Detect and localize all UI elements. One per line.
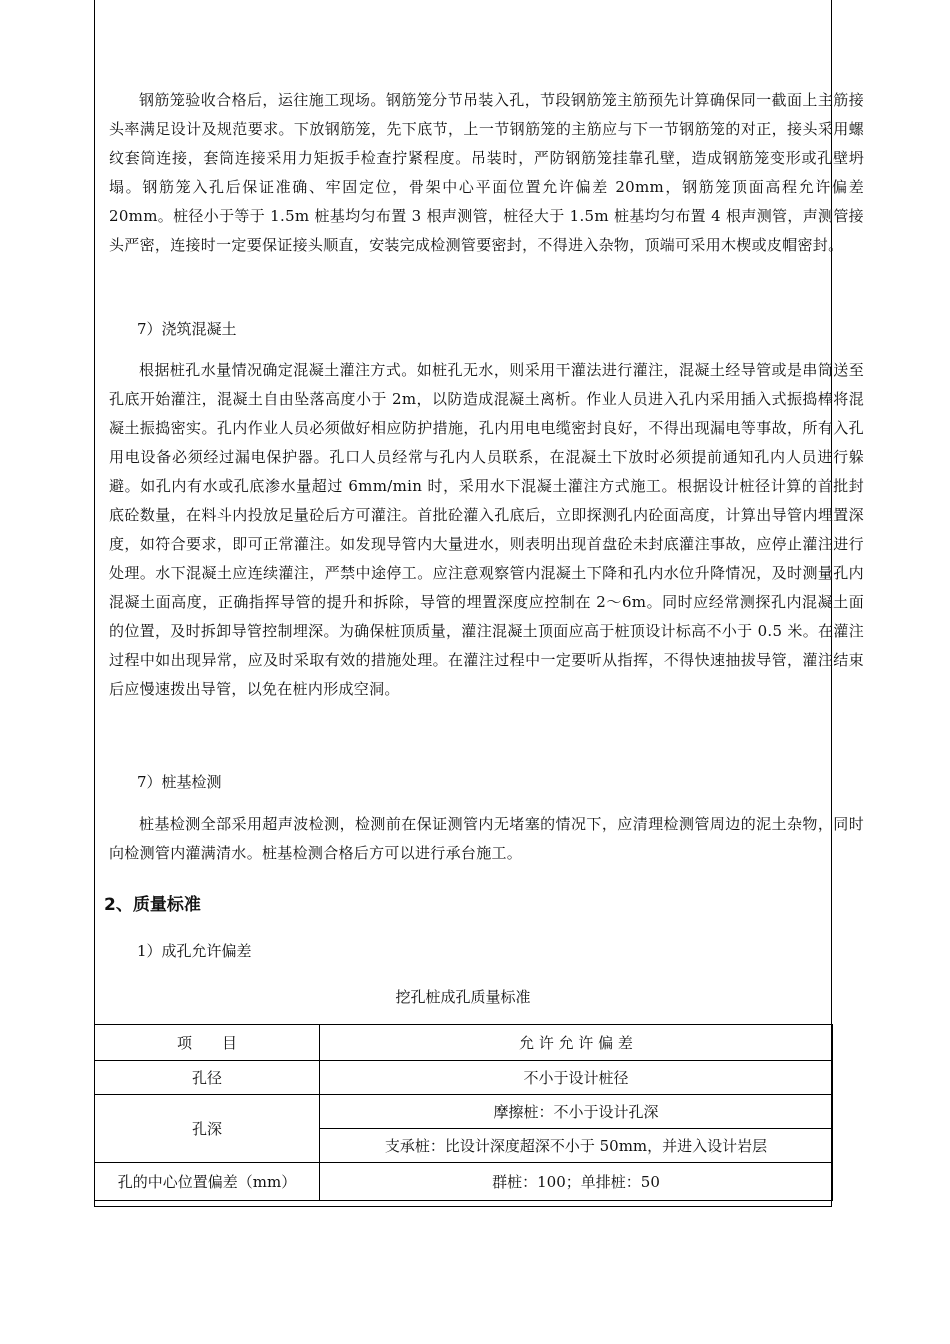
header-item: 项 目 [95,1025,320,1061]
heading-pour-concrete: 7）浇筑混凝土 [137,320,237,338]
table-row [95,1061,833,1095]
row-item: 孔径 [95,1061,320,1095]
row-item: 孔的中心位置偏差（mm） [95,1163,320,1201]
row-value: 支承桩：比设计深度超深不小于 50mm，并进入设计岩层 [320,1129,833,1163]
header-tolerance: 允 许 允 许 偏 差 [320,1025,833,1061]
row-item: 孔深 [95,1095,320,1163]
table-caption: 挖孔桩成孔质量标准 [395,988,531,1006]
paragraph-pile-testing: 桩基检测全部采用超声波检测，检测前在保证测管内无堵塞的情况下，应清理检测管周边的泥土杂物，同时向检测管内灌满清水。桩基检测合格后方可以进行承台施工。 [109,815,864,862]
quality-standard-table [94,1024,833,1201]
subsection-title: 1）成孔允许偏差 [137,942,252,960]
row-value: 摩擦桩：不小于设计孔深 [320,1095,833,1129]
paragraph-rebar-cage: 钢筋笼验收合格后，运往施工现场。钢筋笼分节吊装入孔，节段钢筋笼主筋预先计算确保同一截面上主筋接头率满足设计及规范要求。下放钢筋笼，先下底节，上一节钢筋笼的主筋应与下一节钢筋笼的对正，接头采用螺纹套筒连接，套筒连接采用力矩扳手检查拧紧程度。吊装时，严防钢筋笼挂靠孔壁，造成钢筋笼变形或孔壁坍塌。钢筋笼入孔后保证准确、牢固定位，骨架中心平面位置允许偏差 20mm，钢筋笼顶面高程允许偏差 20mm。桩径小于等于 1.5m 桩基均匀布置 3 根声测管，桩径大于 1.5m 桩基均匀布置 4 根声测管，声测管接头严密，连接时一定要保证接头顺直，安装完成检测管要密封，不得进入杂物，顶端可采用木楔或皮帽密封。 [109,91,864,254]
section-title: 2、质量标准 [104,895,201,915]
paragraph-pour-concrete: 根据桩孔水量情况确定混凝土灌注方式。如桩孔无水，则采用干灌法进行灌注，混凝土经导管或是串筒送至孔底开始灌注，混凝土自由坠落高度小于 2m，以防造成混凝土离析。作业人员进入孔内采用插入式振捣棒将混凝土振捣密实。孔内作业人员必须做好相应防护措施，孔内用电电缆密封良好，不得出现漏电等事故，所有入孔用电设备必须经过漏电保护器。孔口人员经常与孔内人员联系，在混凝土下放时必须提前通知孔内人员进行躲避。如孔内有水或孔底渗水量超过 6mm/min 时，采用水下混凝土灌注方式施工。根据设计桩径计算的首批封底砼数量，在料斗内投放足量砼后方可灌注。首批砼灌入孔底后，立即探测孔内砼面高度，计算出导管内埋置深度，如符合要求，即可正常灌注。如发现导管内大量进水，则表明出现首盘砼未封底灌注事故，应停止灌注进行处理。水下混凝土应连续灌注，严禁中途停工。应注意观察管内混凝土下降和孔内水位升降情况，及时测量孔内混凝土面高度，正确指挥导管的提升和拆除，导管的埋置深度应控制在 2～6m。同时应经常测探孔内混凝土面的位置，及时拆卸导管控制埋深。为确保桩顶质量，灌注混凝土顶面应高于桩顶设计标高不小于 0.5 米。在灌注过程中如出现异常，应及时采取有效的措施处理。在灌注过程中一定要听从指挥，不得快速抽拔导管，灌注结束后应慢速拨出导管，以免在桩内形成空洞。 [109,361,864,698]
table-row [95,1163,833,1201]
row-value: 群桩：100；单排桩：50 [320,1163,833,1201]
table-row [95,1095,833,1129]
heading-pile-testing: 7）桩基检测 [137,773,222,791]
row-value: 不小于设计桩径 [320,1061,833,1095]
table-header-row [95,1025,833,1061]
